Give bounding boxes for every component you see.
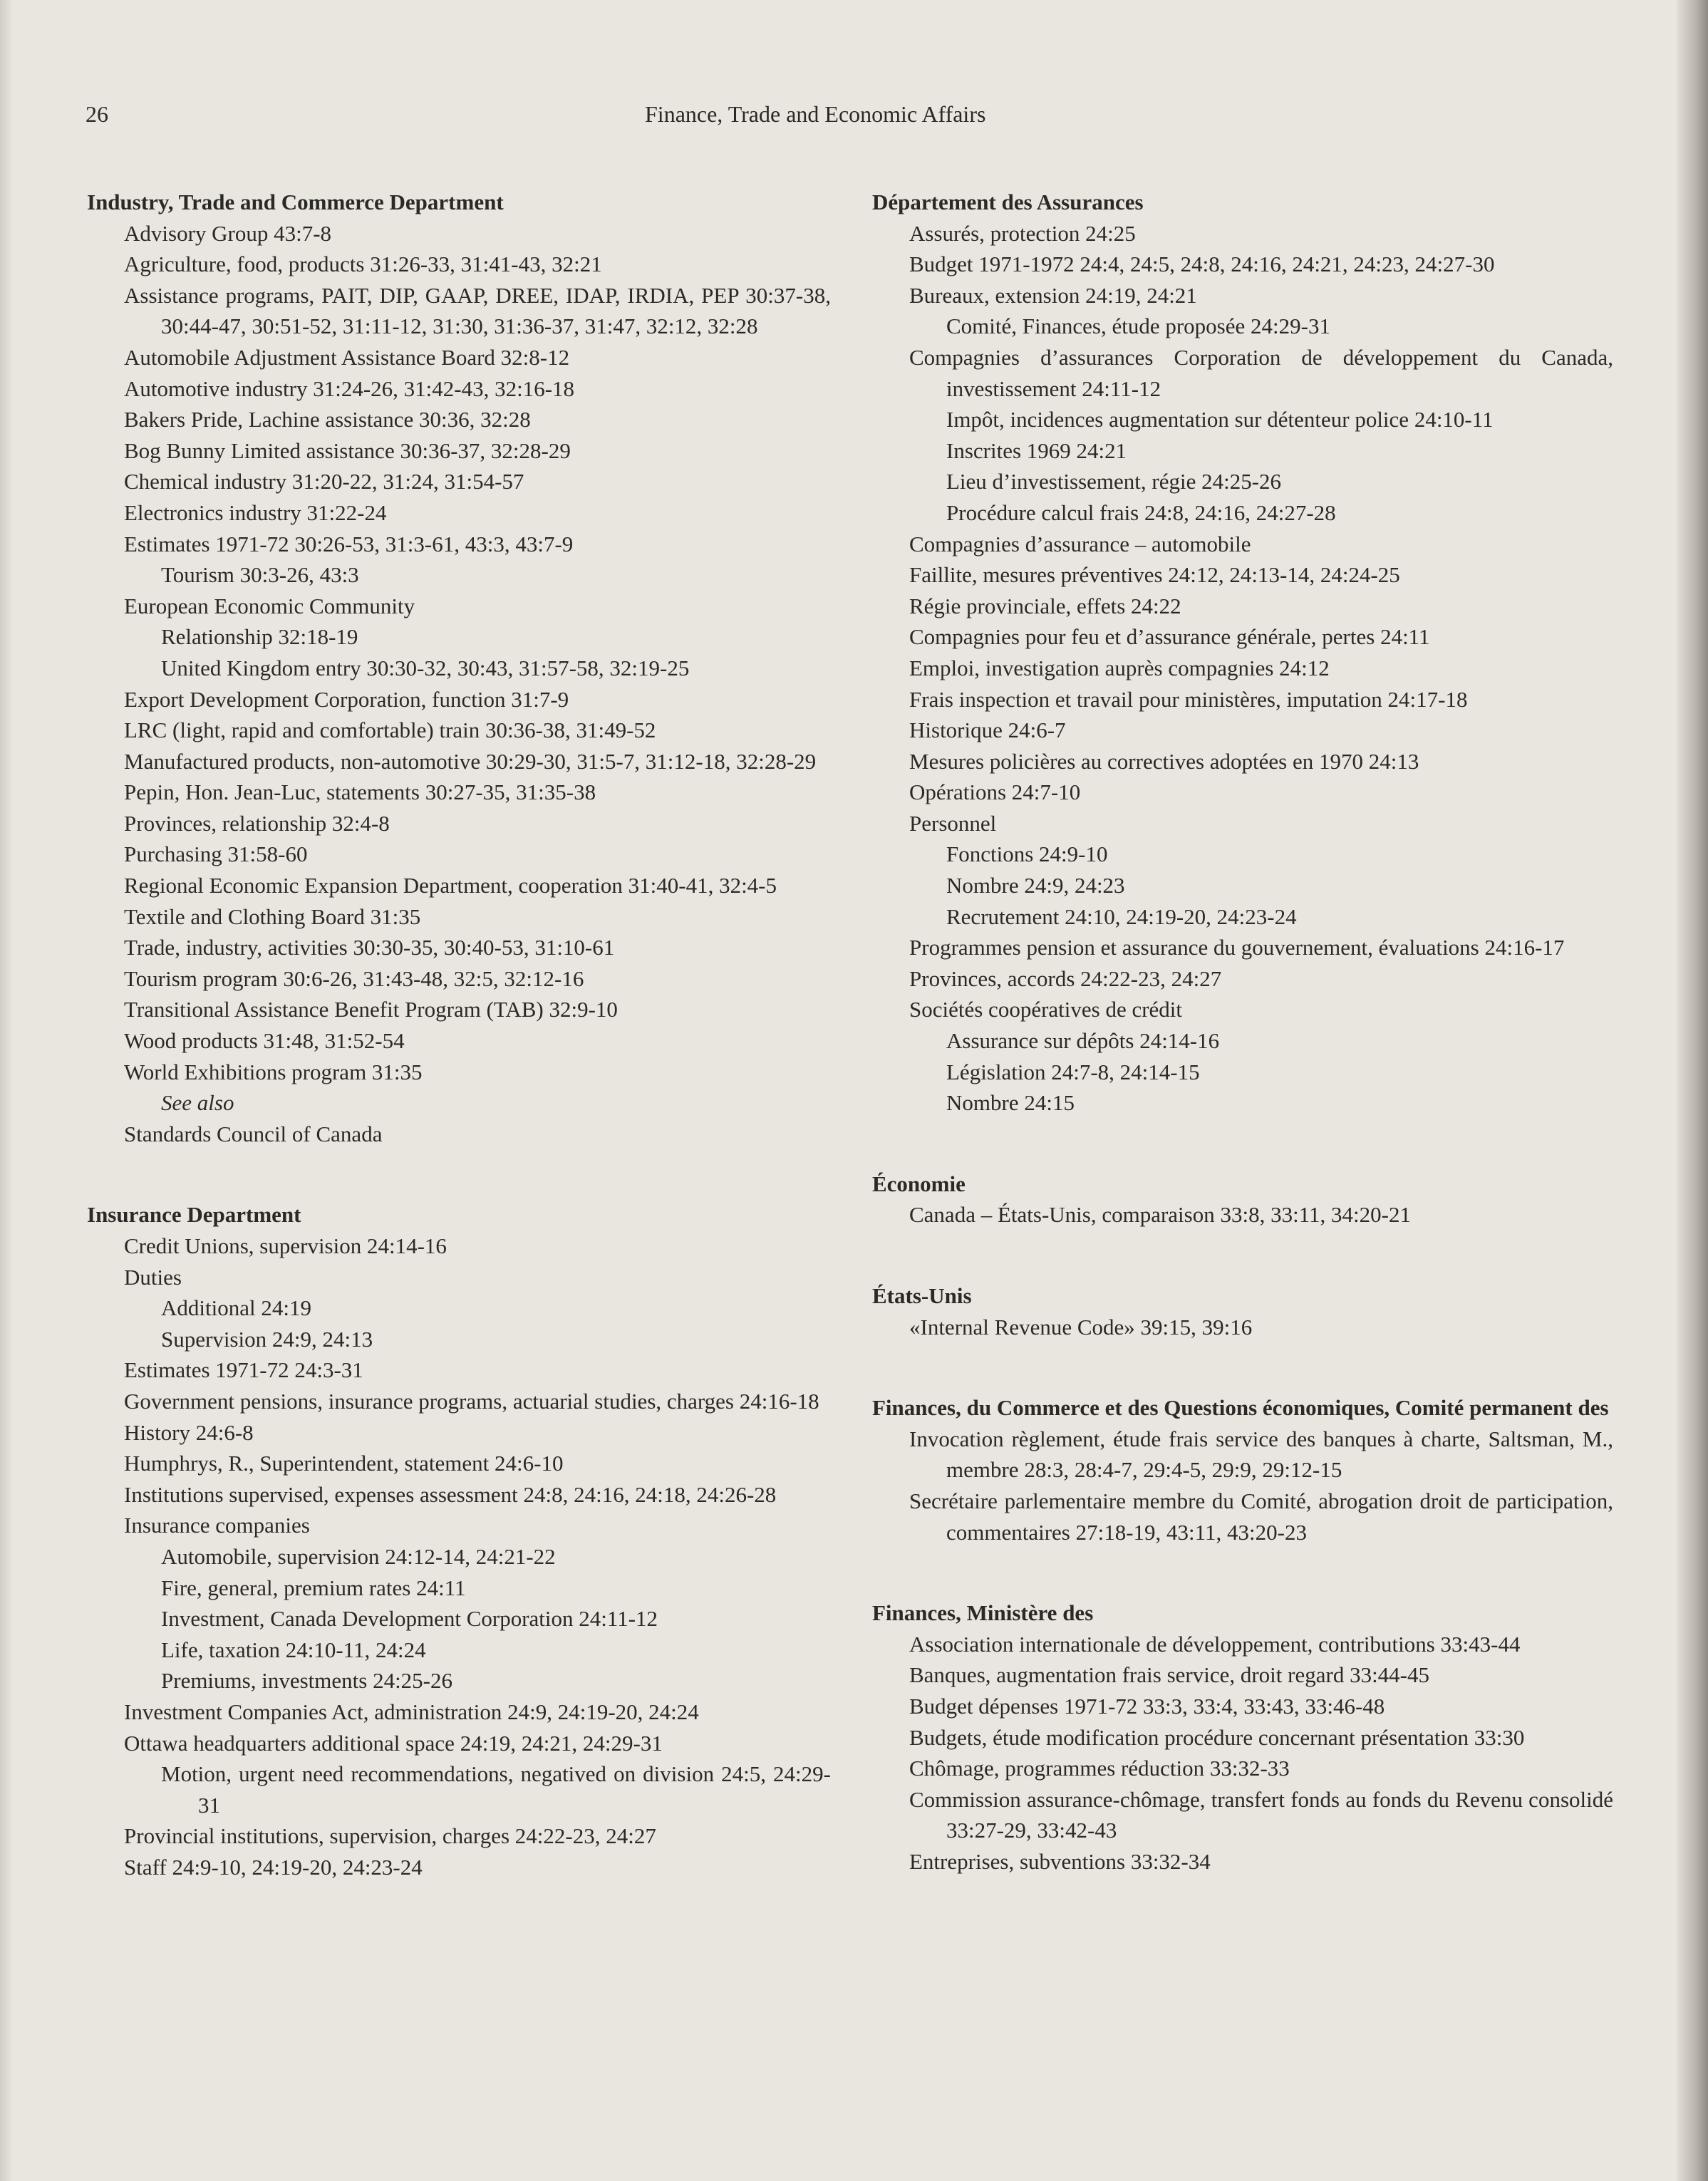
index-entry: Estimates 1971-72 24:3-31 — [124, 1357, 363, 1383]
index-subentry: Nombre 24:9, 24:23 — [946, 873, 1125, 898]
index-entry: Pepin, Hon. Jean-Luc, statements 30:27-35, 31:35-38 — [124, 779, 596, 805]
index-entry: Compagnies d’assurances Corporation de développement du Canada, investissement 24:11-12 — [909, 344, 1613, 401]
index-subentry: Relationship 32:18-19 — [161, 624, 358, 650]
index-column-left — [87, 187, 831, 1932]
index-entry: Institutions supervised, expenses assessment 24:8, 24:16, 24:18, 24:26-28 — [124, 1481, 777, 1507]
index-entry: Automobile Adjustment Assistance Board 32:8-12 — [124, 344, 570, 370]
index-subentry: Nombre 24:15 — [946, 1090, 1075, 1116]
index-heading: Département des Assurances — [872, 190, 1144, 214]
index-entry: Association internationale de développement, contributions 33:43-44 — [909, 1631, 1521, 1657]
index-entry: Secrétaire parlementaire membre du Comité, abrogation droit de participation, commentaires 27:18-19, 43:11, 43:20-23 — [909, 1488, 1613, 1545]
index-section — [87, 1199, 831, 1882]
index-heading: Finances, Ministère des — [872, 1600, 1094, 1626]
index-entry: Export Development Corporation, function 31:7-9 — [124, 686, 569, 712]
index-entry: Textile and Clothing Board 31:35 — [124, 903, 421, 929]
index-heading: États-Unis — [872, 1283, 972, 1308]
index-subentry: Comité, Finances, étude proposée 24:29-31 — [946, 314, 1330, 339]
index-entry: Budget 1971-1972 24:4, 24:5, 24:8, 24:16, 24:21, 24:23, 24:27-30 — [909, 252, 1495, 277]
index-entry: Personnel — [909, 810, 997, 836]
index-entry: Provincial institutions, supervision, charges 24:22-23, 24:27 — [124, 1823, 656, 1849]
index-section — [872, 1280, 1613, 1342]
index-section — [872, 1392, 1613, 1548]
index-entry: Compagnies d’assurance – automobile — [909, 531, 1251, 556]
index-entry: Historique 24:6-7 — [909, 717, 1066, 743]
index-entry: Programmes pension et assurance du gouvernement, évaluations 24:16-17 — [909, 935, 1565, 960]
index-entry: Duties — [124, 1264, 182, 1290]
running-title: Finance, Trade and Economic Affairs — [645, 101, 986, 127]
index-entry: Faillite, mesures préventives 24:12, 24:13-14, 24:24-25 — [909, 562, 1400, 588]
index-entry: Invocation règlement, étude frais service des banques à charte, Saltsman, M., membre 28:3, 28:4-7, 29:4-5, 29:9, 29:12-15 — [909, 1426, 1613, 1483]
index-entry: Assurés, protection 24:25 — [909, 220, 1136, 246]
index-entry: Trade, industry, activities 30:30-35, 30:40-53, 31:10-61 — [124, 935, 615, 960]
index-entry: Assistance programs, PAIT, DIP, GAAP, DREE, IDAP, IRDIA, PEP 30:37-38, 30:44-47, 30:51-52, 31:11-12, 31:30, 31:36-37, 31:47, 32:12, 32:28 — [124, 282, 831, 339]
index-entry: Bog Bunny Limited assistance 30:36-37, 32:28-29 — [124, 437, 571, 463]
index-heading: Économie — [872, 1171, 966, 1196]
index-entry: Insurance companies — [124, 1513, 310, 1538]
index-heading: Industry, Trade and Commerce Department — [87, 190, 504, 214]
index-entry: Mesures policières au correctives adoptées en 1970 24:13 — [909, 748, 1419, 774]
index-subentry: Recrutement 24:10, 24:19-20, 24:23-24 — [946, 903, 1297, 929]
index-subentry: Additional 24:19 — [161, 1295, 311, 1321]
index-entry: Provinces, relationship 32:4-8 — [124, 810, 390, 836]
index-entry: History 24:6-8 — [124, 1419, 254, 1445]
index-section — [872, 187, 1613, 1119]
index-entry: Bureaux, extension 24:19, 24:21 — [909, 282, 1197, 308]
index-entry: Bakers Pride, Lachine assistance 30:36, 32:28 — [124, 407, 531, 432]
index-entry: World Exhibitions program 31:35 — [124, 1059, 423, 1084]
index-subentry: Life, taxation 24:10-11, 24:24 — [161, 1637, 426, 1662]
index-entry: Automotive industry 31:24-26, 31:42-43, 32:16-18 — [124, 375, 575, 401]
index-entry: LRC (light, rapid and comfortable) train 30:36-38, 31:49-52 — [124, 717, 656, 743]
page-number: 26 — [86, 101, 108, 127]
index-subentry: Législation 24:7-8, 24:14-15 — [946, 1059, 1200, 1084]
index-entry: Investment Companies Act, administration 24:9, 24:19-20, 24:24 — [124, 1699, 699, 1724]
index-entry: Agriculture, food, products 31:26-33, 31:41-43, 32:21 — [124, 252, 602, 277]
index-subentry: Inscrites 1969 24:21 — [946, 437, 1127, 463]
index-entry: Frais inspection et travail pour ministères, imputation 24:17-18 — [909, 686, 1468, 712]
index-subentry: Procédure calcul frais 24:8, 24:16, 24:27-28 — [946, 499, 1336, 525]
index-entry: Credit Unions, supervision 24:14-16 — [124, 1233, 447, 1258]
index-subentry: Premiums, investments 24:25-26 — [161, 1668, 453, 1694]
page-right-edge — [1677, 0, 1708, 2181]
index-entry: Chômage, programmes réduction 33:32-33 — [909, 1756, 1290, 1781]
index-section — [87, 187, 831, 1149]
index-subentry: Lieu d’investissement, régie 24:25-26 — [946, 469, 1282, 494]
index-entry: Entreprises, subventions 33:32-34 — [909, 1848, 1211, 1874]
index-entry: Emploi, investigation auprès compagnies 24:12 — [909, 655, 1330, 680]
index-entry: Transitional Assistance Benefit Program (TAB) 32:9-10 — [124, 997, 618, 1022]
index-entry: Humphrys, R., Superintendent, statement 24:6-10 — [124, 1451, 564, 1476]
index-entry: Purchasing 31:58-60 — [124, 841, 308, 867]
index-heading: Insurance Department — [87, 1202, 301, 1228]
index-entry: European Economic Community — [124, 593, 415, 618]
index-subentry: Fire, general, premium rates 24:11 — [161, 1575, 466, 1600]
index-subentry: Investment, Canada Development Corporation 24:11-12 — [161, 1606, 658, 1632]
index-entry: Advisory Group 43:7-8 — [124, 220, 332, 246]
index-entry: Provinces, accords 24:22-23, 24:27 — [909, 965, 1222, 991]
index-entry: Manufactured products, non-automotive 30:29-30, 31:5-7, 31:12-18, 32:28-29 — [124, 748, 817, 774]
index-column-right — [872, 187, 1613, 1927]
index-subentry: Tourism 30:3-26, 43:3 — [161, 562, 359, 588]
index-entry: Standards Council of Canada — [124, 1121, 383, 1146]
index-entry: Opérations 24:7-10 — [909, 779, 1081, 805]
index-entry: Canada – États-Unis, comparaison 33:8, 33:11, 34:20-21 — [909, 1202, 1411, 1228]
index-subentry: Fonctions 24:9-10 — [946, 841, 1108, 867]
index-subentry: Impôt, incidences augmentation sur détenteur police 24:10-11 — [946, 407, 1494, 432]
index-subentry: See also — [161, 1090, 234, 1116]
index-entry: Compagnies pour feu et d’assurance générale, pertes 24:11 — [909, 624, 1430, 650]
page-binding-edge — [0, 0, 13, 2181]
index-entry: Ottawa headquarters additional space 24:19, 24:21, 24:29-31 — [124, 1730, 663, 1756]
index-entry: Wood products 31:48, 31:52-54 — [124, 1028, 405, 1054]
index-section — [872, 1597, 1613, 1877]
index-entry: Estimates 1971-72 30:26-53, 31:3-61, 43:3, 43:7-9 — [124, 531, 574, 556]
index-entry: Tourism program 30:6-26, 31:43-48, 32:5, 32:12-16 — [124, 965, 584, 991]
index-entry: Sociétés coopératives de crédit — [909, 997, 1183, 1022]
index-entry: «Internal Revenue Code» 39:15, 39:16 — [909, 1314, 1253, 1340]
index-subentry: Motion, urgent need recommendations, negatived on division 24:5, 24:29-31 — [161, 1761, 831, 1818]
index-entry: Regional Economic Expansion Department, cooperation 31:40-41, 32:4-5 — [124, 873, 777, 898]
index-subentry: Automobile, supervision 24:12-14, 24:21-22 — [161, 1543, 556, 1569]
index-entry: Régie provinciale, effets 24:22 — [909, 593, 1181, 618]
index-subentry: Assurance sur dépôts 24:14-16 — [946, 1028, 1220, 1054]
index-entry: Banques, augmentation frais service, droit regard 33:44-45 — [909, 1662, 1429, 1688]
index-entry: Budget dépenses 1971-72 33:3, 33:4, 33:43, 33:46-48 — [909, 1693, 1385, 1719]
index-subentry: Supervision 24:9, 24:13 — [161, 1326, 373, 1352]
index-section — [872, 1169, 1613, 1231]
index-entry: Government pensions, insurance programs, actuarial studies, charges 24:16-18 — [124, 1388, 819, 1414]
index-entry: Commission assurance-chômage, transfert fonds au fonds du Revenu consolidé 33:27-29, 33:42-43 — [909, 1786, 1613, 1843]
index-entry: Chemical industry 31:20-22, 31:24, 31:54-57 — [124, 469, 524, 494]
page-header — [0, 101, 1708, 137]
index-subentry: United Kingdom entry 30:30-32, 30:43, 31:57-58, 32:19-25 — [161, 655, 690, 680]
index-entry: Budgets, étude modification procédure concernant présentation 33:30 — [909, 1724, 1525, 1750]
index-entry: Staff 24:9-10, 24:19-20, 24:23-24 — [124, 1854, 423, 1880]
index-heading: Finances, du Commerce et des Questions économiques, Comité permanent des — [872, 1395, 1609, 1421]
index-entry: Electronics industry 31:22-24 — [124, 499, 387, 525]
